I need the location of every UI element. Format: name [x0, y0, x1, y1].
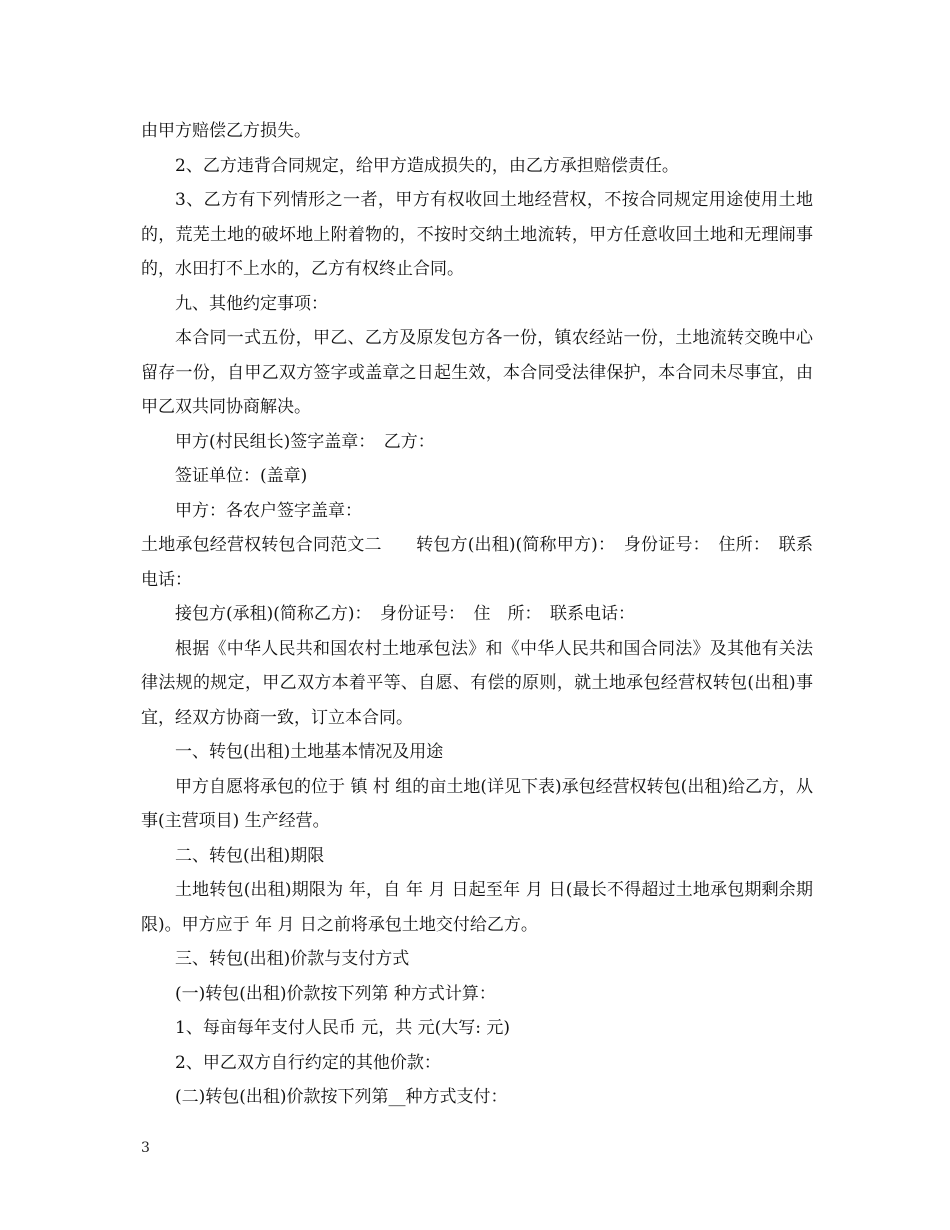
- section-heading: 一、转包(出租)土地基本情况及用途: [175, 742, 444, 762]
- paragraph: (一)转包(出租)价款按下列第 种方式计算：: [175, 983, 496, 1004]
- page-number: 3: [141, 1140, 150, 1156]
- section-heading: 三、转包(出租)价款与支付方式: [175, 949, 410, 969]
- paragraph: 3、乙方有下列情形之一者，甲方有权收回土地经营权，不按合同规定用途使用土地的，荒芜土地的破坏地上附着物的，不按时交纳土地流转，甲方任意收回土地和无理闹事的，水田打不上水的，乙方有权终止合同。: [141, 190, 813, 279]
- paragraph: 1、每亩每年支付人民币 元，共 元(大写: 元): [175, 1018, 511, 1038]
- paragraph: (二)转包(出租)价款按下列第__种方式支付：: [175, 1087, 508, 1107]
- section-heading: 九、其他约定事项：: [175, 293, 328, 314]
- paragraph: 本合同一式五份，甲乙、乙方及原发包方各一份，镇农经站一份，土地流转交晚中心留存一份，自甲乙双方签字或盖章之日起生效，本合同受法律保护，本合同未尽事宜，由甲乙双共同协商解决。: [141, 328, 813, 417]
- document-body: [141, 114, 813, 1115]
- paragraph: 甲方自愿将承包的位于 镇 村 组的亩土地(详见下表)承包经营权转包(出租)给乙方，从事(主营项目) 生产经营。: [141, 776, 813, 831]
- section-heading: 二、转包(出租)期限: [175, 845, 325, 866]
- signature-line: 签证单位：(盖章): [175, 466, 308, 486]
- signature-line: 甲方(村民组长)签字盖章： 乙方：: [175, 431, 435, 452]
- paragraph: 土地转包(出租)期限为 年，自 年 月 日起至年 月 日(最长不得超过土地承包期剩余期限)。甲方应于 年 月 日之前将承包土地交付给乙方。: [141, 880, 813, 935]
- signature-line: 甲方：各农户签字盖章：: [175, 500, 362, 521]
- party-info-line: 接包方(承租)(简称乙方)： 身份证号： 住 所： 联系电话：: [175, 604, 636, 624]
- paragraph: 由甲方赔偿乙方损失。: [141, 121, 311, 141]
- paragraph: 2、乙方违背合同规定，给甲方造成损失的，由乙方承担赔偿责任。: [175, 155, 679, 176]
- paragraph: 根据《中华人民共和国农村土地承包法》和《中华人民共和国合同法》及其他有关法律法规的规定，甲乙双方本着平等、自愿、有偿的原则，就土地承包经营权转包(出租)事宜，经双方协商一致，订立本合同。: [141, 638, 813, 728]
- document-title-line: 土地承包经营权转包合同范文二 转包方(出租)(简称甲方)： 身份证号： 住所： 联系电话：: [141, 535, 813, 590]
- paragraph: 2、甲乙双方自行约定的其他价款：: [175, 1052, 441, 1073]
